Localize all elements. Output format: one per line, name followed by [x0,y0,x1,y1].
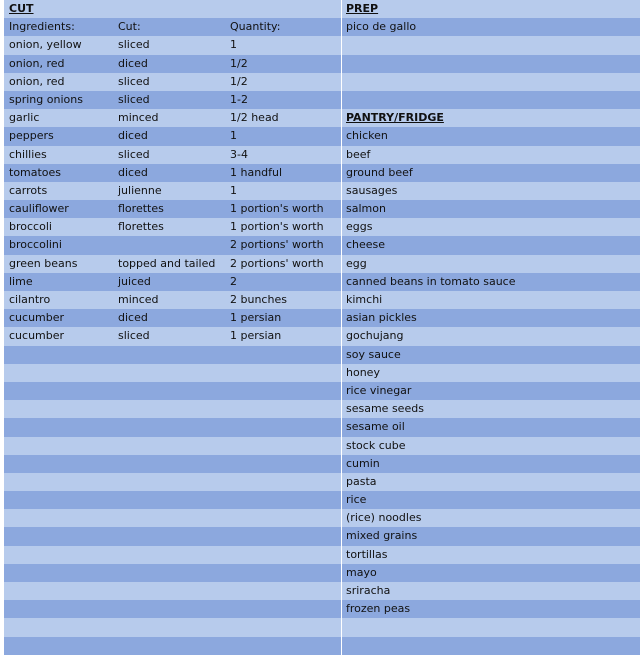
pantry-item-row[interactable] [342,437,640,455]
ingredient-name: lime [9,274,33,288]
ingredient-cut: diced [118,129,148,143]
pantry-item-row[interactable] [342,127,640,145]
ingredient-cut: diced [118,165,148,179]
cut-header-row[interactable] [4,18,341,36]
pantry-item: pasta [346,474,377,488]
ingredient-row[interactable] [4,200,341,218]
sheet-row[interactable] [342,618,640,636]
sheet-row[interactable] [4,600,341,618]
sheet-row[interactable] [4,400,341,418]
ingredient-quantity: 2 bunches [230,293,287,306]
pantry-section-title: PANTRY/FRIDGE [346,111,444,125]
sheet-row[interactable] [342,36,640,54]
ingredient-row[interactable] [4,36,341,54]
ingredient-row[interactable] [4,73,341,91]
ingredient-name: broccoli [9,220,52,234]
pantry-item-row[interactable] [342,400,640,418]
sheet-row[interactable] [4,491,341,509]
pantry-item-row[interactable] [342,255,640,273]
sheet-row[interactable] [4,582,341,600]
pantry-item: gochujang [346,329,404,343]
ingredient-row[interactable] [4,273,341,291]
pantry-item-row[interactable] [342,527,640,545]
ingredient-name: green beans [9,256,78,270]
ingredient-quantity: 3-4 [230,147,248,161]
ingredient-name: cauliflower [9,202,69,216]
ingredient-row[interactable] [4,55,341,73]
pantry-item-row[interactable] [342,146,640,164]
pantry-item-row[interactable] [342,564,640,582]
pantry-item: kimchi [346,293,383,306]
ingredient-name: cilantro [9,293,51,306]
ingredient-quantity: 1 handful [230,165,283,179]
pantry-item: (rice) noodles [346,511,422,525]
ingredient-cut: juiced [118,274,151,288]
sheet-row[interactable] [4,346,341,364]
sheet-row[interactable] [342,91,640,109]
ingredient-row[interactable] [4,164,341,182]
ingredient-cut: florettes [118,202,164,216]
sheet-row[interactable] [4,564,341,582]
sheet-row[interactable] [4,364,341,382]
sheet-row[interactable] [342,637,640,655]
header-cut: Cut: [118,20,141,34]
ingredient-quantity: 1 [230,183,237,197]
pantry-item: ground beef [346,165,413,179]
pantry-item: sesame oil [346,420,405,434]
pantry-item: sausages [346,183,398,197]
ingredient-cut: florettes [118,220,164,234]
ingredient-quantity: 1/2 head [230,111,279,125]
ingredient-quantity: 1 persian [230,329,282,343]
prep-pantry-panel [342,0,640,655]
ingredient-quantity: 1 [230,129,237,143]
ingredient-name: spring onions [9,92,83,106]
pantry-item: cheese [346,238,386,252]
pantry-item-row[interactable] [342,236,640,254]
prep-item: pico de gallo [346,20,417,34]
ingredient-name: carrots [9,183,48,197]
ingredient-quantity: 1/2 [230,56,248,70]
cut-title-row[interactable] [4,0,341,18]
prep-section-title: PREP [346,2,379,15]
ingredient-row[interactable] [4,91,341,109]
ingredient-quantity: 1-2 [230,92,248,106]
pantry-item: canned beans in tomato sauce [346,274,516,288]
sheet-row[interactable] [4,546,341,564]
pantry-item: egg [346,256,367,270]
ingredient-name: onion, red [9,56,65,70]
ingredient-name: chillies [9,147,47,161]
ingredient-cut: sliced [118,38,150,52]
ingredient-name: broccolini [9,238,62,252]
ingredient-cut: minced [118,111,159,125]
pantry-item: sriracha [346,584,391,597]
pantry-item: beef [346,147,371,161]
sheet-row[interactable] [4,418,341,436]
pantry-item: chicken [346,129,388,143]
pantry-item: cumin [346,456,380,470]
cut-panel [4,0,341,655]
pantry-item: mayo [346,565,377,579]
pantry-item: asian pickles [346,311,417,325]
ingredient-row[interactable] [4,109,341,127]
pantry-item-row[interactable] [342,291,640,309]
ingredient-name: garlic [9,111,40,125]
header-ingredients: Ingredients: [9,20,75,34]
ingredient-cut: sliced [118,147,150,161]
pantry-item-row[interactable] [342,327,640,345]
pantry-item-row[interactable] [342,382,640,400]
sheet-row[interactable] [4,527,341,545]
ingredient-row[interactable] [4,146,341,164]
pantry-item-row[interactable] [342,509,640,527]
pantry-item: honey [346,365,380,379]
sheet-row[interactable] [4,637,341,655]
pantry-item-row[interactable] [342,182,640,200]
pantry-item: eggs [346,220,373,234]
ingredient-quantity: 1 portion's worth [230,220,324,234]
pantry-item-row[interactable] [342,346,640,364]
pantry-item-row[interactable] [342,473,640,491]
pantry-item-row[interactable] [342,200,640,218]
sheet-row[interactable] [4,382,341,400]
ingredient-quantity: 2 portions' worth [230,238,324,252]
pantry-item: stock cube [346,438,406,452]
pantry-item-row[interactable] [342,600,640,618]
pantry-item-row[interactable] [342,455,640,473]
ingredient-row[interactable] [4,309,341,327]
pantry-item: mixed grains [346,529,418,543]
ingredient-cut: topped and tailed [118,256,216,270]
ingredient-cut: diced [118,311,148,325]
pantry-item-row[interactable] [342,364,640,382]
pantry-item-row[interactable] [342,418,640,436]
ingredient-quantity: 1 portion's worth [230,202,324,216]
sheet-row[interactable] [342,55,640,73]
ingredient-quantity: 2 portions' worth [230,256,324,270]
pantry-item: tortillas [346,547,388,561]
pantry-item: frozen peas [346,602,411,616]
ingredient-name: onion, red [9,74,65,88]
pantry-item-row[interactable] [342,491,640,509]
header-quantity: Quantity: [230,20,281,34]
ingredient-cut: diced [118,56,148,70]
ingredient-name: tomatoes [9,165,62,179]
ingredient-quantity: 1 [230,38,237,52]
pantry-item-row[interactable] [342,218,640,236]
ingredient-cut: julienne [118,183,162,197]
ingredient-name: onion, yellow [9,38,82,52]
prep-title-row[interactable] [342,0,640,18]
pantry-item: sesame seeds [346,402,424,416]
ingredient-row[interactable] [4,236,341,254]
sheet-row[interactable] [4,509,341,527]
pantry-item: rice [346,493,367,507]
ingredient-quantity: 2 [230,274,237,288]
ingredient-quantity: 1 persian [230,311,282,325]
pantry-item-row[interactable] [342,309,640,327]
ingredient-row[interactable] [4,255,341,273]
pantry-item-row[interactable] [342,164,640,182]
ingredient-cut: minced [118,293,159,306]
pantry-item: rice vinegar [346,383,412,397]
ingredient-row[interactable] [4,327,341,345]
prep-item-row[interactable] [342,18,640,36]
ingredient-row[interactable] [4,218,341,236]
ingredient-cut: sliced [118,92,150,106]
ingredient-cut: sliced [118,329,150,343]
pantry-item-row[interactable] [342,582,640,600]
ingredient-name: cucumber [9,311,65,325]
ingredient-row[interactable] [4,127,341,145]
pantry-item-row[interactable] [342,546,640,564]
sheet-row[interactable] [342,73,640,91]
cut-section-title: CUT [9,2,34,15]
ingredient-row[interactable] [4,182,341,200]
pantry-item: salmon [346,202,386,216]
sheet-row[interactable] [4,437,341,455]
ingredient-name: cucumber [9,329,65,343]
pantry-item-row[interactable] [342,273,640,291]
pantry-title-row[interactable] [342,109,640,127]
ingredient-cut: sliced [118,74,150,88]
sheet-row[interactable] [4,473,341,491]
sheet-row[interactable] [4,618,341,636]
ingredient-row[interactable] [4,291,341,309]
ingredient-name: peppers [9,129,54,143]
pantry-item: soy sauce [346,347,401,361]
sheet-row[interactable] [4,455,341,473]
ingredient-quantity: 1/2 [230,74,248,88]
